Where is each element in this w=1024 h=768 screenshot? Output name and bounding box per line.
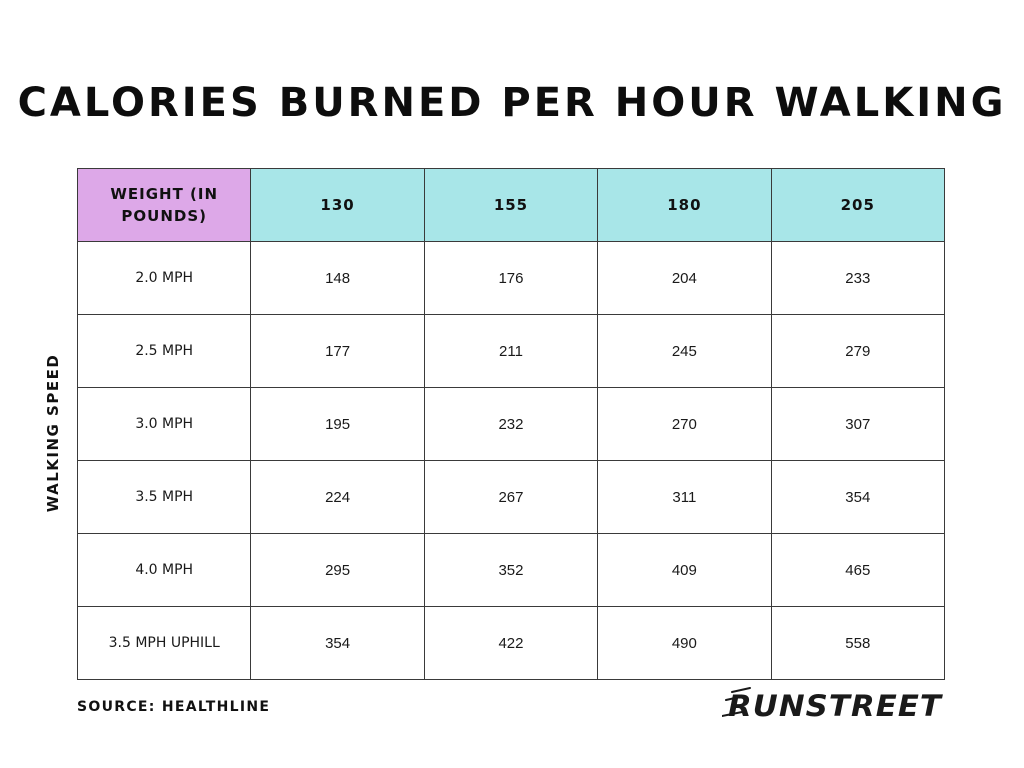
calorie-cell: 295 [251,534,424,607]
table-row [78,534,945,607]
source-caption: SOURCE: HEALTHLINE [77,699,271,715]
page-title: CALORIES BURNED PER HOUR WALKING [17,80,1007,126]
table-row [78,242,945,315]
calories-table [77,168,945,680]
calorie-cell: 307 [771,388,944,461]
runstreet-logo [722,686,948,722]
weight-header-cell: WEIGHT (IN POUNDS) [78,169,251,242]
calorie-cell: 352 [424,534,597,607]
walking-speed-axis-label: WALKING SPEED [44,353,62,513]
weight-column-header: 180 [598,169,771,242]
calorie-cell: 267 [424,461,597,534]
speed-row-label: 3.5 MPH UPHILL [78,607,251,680]
table-header-row [78,169,945,242]
calorie-cell: 211 [424,315,597,388]
speed-row-label: 2.0 MPH [78,242,251,315]
calorie-cell: 233 [771,242,944,315]
table-row [78,607,945,680]
calorie-cell: 354 [251,607,424,680]
weight-column-header: 205 [771,169,944,242]
speed-row-label: 3.5 MPH [78,461,251,534]
calorie-cell: 148 [251,242,424,315]
calorie-cell: 245 [598,315,771,388]
weight-column-header: 130 [251,169,424,242]
calorie-cell: 195 [251,388,424,461]
speed-row-label: 2.5 MPH [78,315,251,388]
calorie-cell: 490 [598,607,771,680]
calorie-cell: 422 [424,607,597,680]
speed-row-label: 3.0 MPH [78,388,251,461]
table-row [78,461,945,534]
calorie-cell: 465 [771,534,944,607]
calorie-cell: 177 [251,315,424,388]
calorie-cell: 224 [251,461,424,534]
calorie-cell: 409 [598,534,771,607]
table-row [78,315,945,388]
calorie-cell: 232 [424,388,597,461]
calorie-cell: 270 [598,388,771,461]
calorie-cell: 354 [771,461,944,534]
calorie-cell: 279 [771,315,944,388]
calorie-cell: 311 [598,461,771,534]
calorie-cell: 176 [424,242,597,315]
calorie-cell: 558 [771,607,944,680]
weight-column-header: 155 [424,169,597,242]
speed-row-label: 4.0 MPH [78,534,251,607]
logo-wordmark: RUNSTREET [728,689,944,722]
calorie-cell: 204 [598,242,771,315]
table-row [78,388,945,461]
